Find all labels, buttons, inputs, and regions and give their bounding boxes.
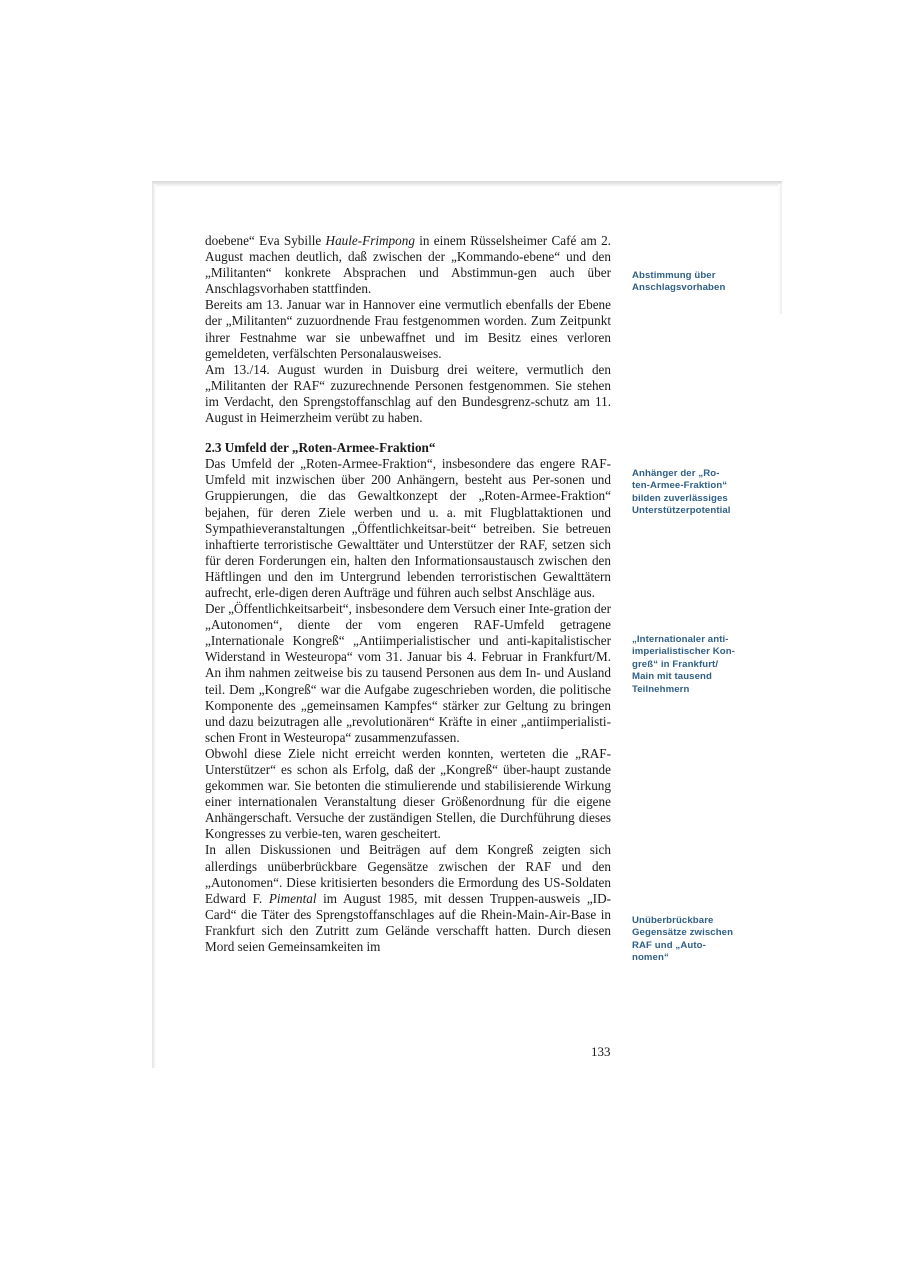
page-top-edge [152,181,782,187]
body-text [205,233,611,955]
section-number: 2.3 [205,440,222,456]
margin-note: Abstimmung über Anschlagsvorhaben [632,270,726,294]
paragraph: In allen Diskussionen und Beiträgen auf dem Kongreß zeigten sich allerdings unüberbrückbare Gegensätze zwischen der RAF und den „Autonomen“. Diese kritisierten besonders die Ermordung des US-Soldaten Edward F. Pimental im August 1985, mit dessen Truppen-ausweis „ID-Card“ die Täter des Sprengstoffanschlages auf die Rhein-Main-Air-Base in Frankfurt sich den Zutritt zum Gelände verschafft hatten. Durch diesen Mord seien Gemeinsamkeiten im [205,842,611,955]
section-title: Umfeld der „Roten-Armee-Fraktion“ [224,440,436,456]
paragraph: Am 13./14. August wurden in Duisburg drei weitere, vermutlich den „Militanten der RAF“ zuzurechnende Personen festgenommen. Sie stehen im Verdacht, den Sprengstoffanschlag auf den Bundesgrenz-schutz am 11. August in Heimerzheim verübt zu haben. [205,361,611,426]
paragraph: Obwohl diese Ziele nicht erreicht werden konnten, werteten die „RAF-Unterstützer“ es schon als Erfolg, daß der „Kongreß“ über-haupt zustande gekommen war. Sie betonten die stimulierende und stabilisierende Wirkung einer internationalen Veranstaltung dieser Größenordnung für die eigene Anhängerschaft. Versuche der zuständigen Stellen, die Durchführung dieses Kongresses zu verbie-ten, waren gescheitert. [205,745,611,842]
paragraph: Bereits am 13. Januar war in Hannover eine vermutlich ebenfalls der Ebene der „Militanten“ zuzuordnende Frau festgenommen worden. Zum Zeitpunkt ihrer Festnahme war sie unbewaffnet und im Besitz eines verloren gemeldeten, verfälschten Personalausweises. [205,297,611,361]
paragraph: doebene“ Eva Sybille Haule-Frimpong in einem Rüsselsheimer Café am 2. August machen deutlich, daß zwischen der „Kommando-ebene“ und den „Militanten“ konkrete Absprachen und Abstimmun-gen auch über Anschlagsvorhaben stattfinden. [205,233,611,297]
page-right-edge [778,184,782,314]
section-heading [205,440,611,456]
margin-note: „Internationaler anti- imperialistischer Kon- greß“ in Frankfurt/ Main mit tausend Teilnehmern [632,634,735,695]
page-number: 133 [591,1044,611,1059]
margin-note: Unüberbrückbare Gegensätze zwischen RAF und „Auto- nomen“ [632,915,734,964]
page-left-edge [152,184,156,1068]
paragraph: Das Umfeld der „Roten-Armee-Fraktion“, insbesondere das engere RAF-Umfeld mit inzwischen über 200 Anhängern, besteht aus Per-sonen und Gruppierungen, die das Gewaltkonzept der „Roten-Armee-Fraktion“ bejahen, für deren Ziele werben und u. a. mit Flugblattaktionen und Sympathieveranstaltungen „Öffentlichkeitsar-beit“ betreiben. Sie betreuen inhaftierte terroristische Gewalttäter und Unterstützer der RAF, setzen sich für deren Forderungen ein, halten den Informationsaustausch zwischen den Häftlingen und den im Untergrund lebenden terroristischen Gewalttätern aufrecht, erle-digen deren Aufträge und führen auch selbst Anschläge aus. [205,456,611,600]
person-name: Haule-Frimpong [325,233,415,248]
paragraph: Der „Öffentlichkeitsarbeit“, insbesondere dem Versuch einer Inte-gration der „Autonomen“, diente der vom engeren RAF-Umfeld getragene „Internationale Kongreß“ „Antiimperialistischer und anti-kapitalistischer Widerstand in Westeuropa“ vom 31. Januar bis 4. Februar in Frankfurt/M. An ihm nahmen zeitweise bis zu tausend Personen aus dem In- und Ausland teil. Dem „Kongreß“ war die Aufgabe zugeschrieben worden, die politische Komponente des „gemeinsamen Kampfes“ stärker zur Geltung zu bringen und dazu beizutragen alle „revolutionären“ Kräfte in einer „antiimperialisti-schen Front in Westeuropa“ zusammenzufassen. [205,601,611,745]
person-name: Pimental [268,890,317,906]
margin-note: Anhänger der „Ro- ten-Armee-Fraktion“ bilden zuverlässiges Unterstützerpotential [632,468,731,517]
